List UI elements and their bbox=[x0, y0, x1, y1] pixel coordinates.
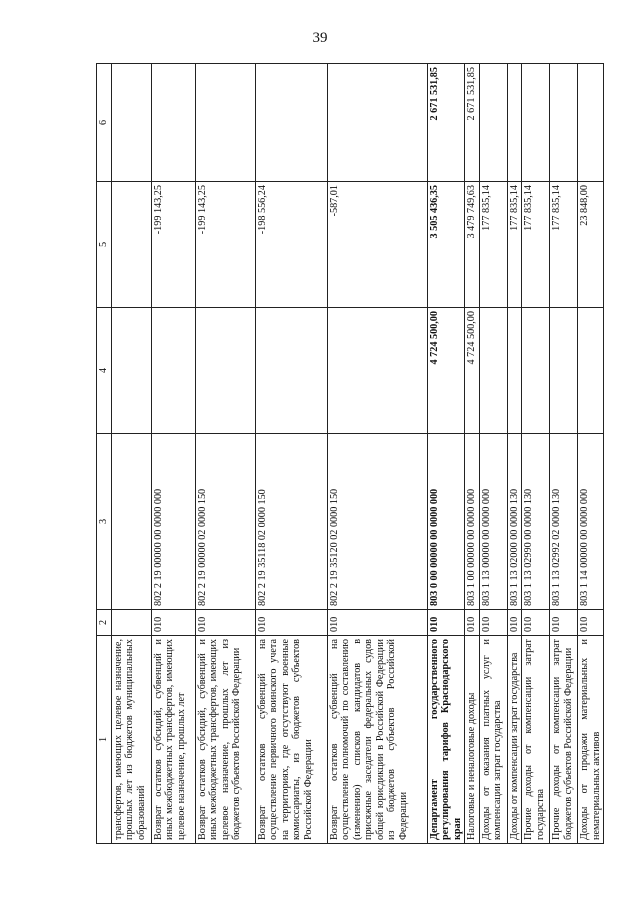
row-code-cell: 010 bbox=[479, 610, 507, 636]
row-code-cell: 010 bbox=[550, 610, 578, 636]
header-col-4: 4 bbox=[97, 308, 112, 434]
row-col4-cell: 4 724 500,00 bbox=[465, 308, 479, 434]
table-row bbox=[152, 64, 196, 844]
row-col4-cell bbox=[196, 308, 256, 434]
row-col4-cell bbox=[550, 308, 578, 434]
row-col5-cell: 3 479 749,63 bbox=[465, 182, 479, 308]
row-name-cell: Возврат остатков субсидий, субвенций и иных межбюджетных трансфертов, имеющих целевое назначение, прошлых лет из бюджетов субъектов Российской Федерации bbox=[196, 636, 256, 844]
row-col5-cell: -199 143,25 bbox=[152, 182, 196, 308]
row-code-cell: 010 bbox=[196, 610, 256, 636]
row-code-cell: 010 bbox=[507, 610, 521, 636]
rotated-table-container bbox=[96, 64, 602, 844]
row-name-cell: трансфертов, имеющих целевое назначение, прошлых лет из бюджетов муниципальных образований bbox=[112, 636, 152, 844]
row-col6-cell bbox=[152, 64, 196, 182]
row-col4-cell bbox=[522, 308, 550, 434]
row-code-cell bbox=[112, 610, 152, 636]
row-name-cell: Возврат остатков субвенций на осуществление полномочий по составлению (изменению) списков кандидатов в присяжные заседатели федеральных судов общей юрисдикции в Российской Федерации из бюджетов субъектов Российской Федерации bbox=[328, 636, 428, 844]
table-row bbox=[578, 64, 604, 844]
row-name-cell: Доходы от продажи материальных и нематериальных активов bbox=[578, 636, 604, 844]
row-col5-cell: -587,01 bbox=[328, 182, 428, 308]
row-col5-cell: 23 848,00 bbox=[578, 182, 604, 308]
row-col4-cell bbox=[328, 308, 428, 434]
table-body bbox=[112, 64, 604, 844]
row-kbk-cell: 802 2 19 00000 00 0000 000 bbox=[152, 434, 196, 610]
row-col4-cell bbox=[112, 308, 152, 434]
row-name-cell: Доходы от оказания платных услуг и компенсации затрат государства bbox=[479, 636, 507, 844]
row-kbk-cell: 803 1 13 02992 02 0000 130 bbox=[550, 434, 578, 610]
table-row bbox=[479, 64, 507, 844]
row-col5-cell: 177 835,14 bbox=[522, 182, 550, 308]
header-col-5: 5 bbox=[97, 182, 112, 308]
row-kbk-cell: 803 1 13 00000 00 0000 000 bbox=[479, 434, 507, 610]
row-col6-cell bbox=[328, 64, 428, 182]
row-name-cell: Департамент государственного регулирования тарифов Краснодарского края bbox=[428, 636, 465, 844]
table-row bbox=[112, 64, 152, 844]
header-col-3: 3 bbox=[97, 434, 112, 610]
page-number: 39 bbox=[312, 30, 328, 46]
row-col4-cell bbox=[578, 308, 604, 434]
row-col6-cell: 2 671 531,85 bbox=[428, 64, 465, 182]
row-col5-cell: -198 556,24 bbox=[256, 182, 328, 308]
row-name-cell: Прочие доходы от компенсации затрат государства bbox=[522, 636, 550, 844]
header-col-1: 1 bbox=[97, 636, 112, 844]
row-kbk-cell: 802 2 19 35118 02 0000 150 bbox=[256, 434, 328, 610]
row-name-cell: Доходы от компенсации затрат государства bbox=[507, 636, 521, 844]
row-col4-cell: 4 724 500,00 bbox=[428, 308, 465, 434]
row-kbk-cell: 803 0 00 00000 00 0000 000 bbox=[428, 434, 465, 610]
row-col6-cell: 2 671 531,85 bbox=[465, 64, 479, 182]
row-name-cell: Возврат остатков субсидий, субвенций и иных межбюджетных трансфертов, имеющих целевое назначение, прошлых лет bbox=[152, 636, 196, 844]
row-col6-cell bbox=[256, 64, 328, 182]
row-col4-cell bbox=[479, 308, 507, 434]
table-row bbox=[328, 64, 428, 844]
table-row bbox=[507, 64, 521, 844]
header-col-6: 6 bbox=[97, 64, 112, 182]
row-col6-cell bbox=[522, 64, 550, 182]
row-col6-cell bbox=[196, 64, 256, 182]
row-kbk-cell: 803 1 13 02000 00 0000 130 bbox=[507, 434, 521, 610]
row-code-cell: 010 bbox=[465, 610, 479, 636]
table-header-row bbox=[97, 64, 112, 844]
revenue-table bbox=[96, 63, 604, 844]
table-row bbox=[428, 64, 465, 844]
table-row bbox=[256, 64, 328, 844]
table-row bbox=[522, 64, 550, 844]
row-col6-cell bbox=[507, 64, 521, 182]
row-kbk-cell: 803 1 00 00000 00 0000 000 bbox=[465, 434, 479, 610]
row-code-cell: 010 bbox=[522, 610, 550, 636]
table-row bbox=[196, 64, 256, 844]
row-col6-cell bbox=[479, 64, 507, 182]
row-code-cell: 010 bbox=[428, 610, 465, 636]
row-kbk-cell: 803 1 13 02990 00 0000 130 bbox=[522, 434, 550, 610]
row-kbk-cell: 802 2 19 00000 02 0000 150 bbox=[196, 434, 256, 610]
row-col6-cell bbox=[550, 64, 578, 182]
row-code-cell: 010 bbox=[152, 610, 196, 636]
row-code-cell: 010 bbox=[256, 610, 328, 636]
row-col5-cell: 177 835,14 bbox=[550, 182, 578, 308]
row-col5-cell: 3 505 436,35 bbox=[428, 182, 465, 308]
row-name-cell: Налоговые и неналоговые доходы bbox=[465, 636, 479, 844]
row-col5-cell: 177 835,14 bbox=[507, 182, 521, 308]
row-col5-cell bbox=[112, 182, 152, 308]
header-col-2: 2 bbox=[97, 610, 112, 636]
table-row bbox=[465, 64, 479, 844]
row-col4-cell bbox=[507, 308, 521, 434]
row-kbk-cell bbox=[112, 434, 152, 610]
row-col6-cell bbox=[578, 64, 604, 182]
table-row bbox=[550, 64, 578, 844]
row-col4-cell bbox=[152, 308, 196, 434]
row-col5-cell: 177 835,14 bbox=[479, 182, 507, 308]
row-col4-cell bbox=[256, 308, 328, 434]
row-col6-cell bbox=[112, 64, 152, 182]
row-kbk-cell: 803 1 14 00000 00 0000 000 bbox=[578, 434, 604, 610]
row-kbk-cell: 802 2 19 35120 02 0000 150 bbox=[328, 434, 428, 610]
row-name-cell: Прочие доходы от компенсации затрат бюджетов субъектов Российской Федерации bbox=[550, 636, 578, 844]
rotated-table bbox=[96, 64, 602, 844]
row-code-cell: 010 bbox=[578, 610, 604, 636]
row-col5-cell: -199 143,25 bbox=[196, 182, 256, 308]
row-name-cell: Возврат остатков субвенций на осуществление первичного воинского учета на территориях, где отсутствуют военные комиссариаты, из бюджетов субъектов Российской Федерации bbox=[256, 636, 328, 844]
row-code-cell: 010 bbox=[328, 610, 428, 636]
